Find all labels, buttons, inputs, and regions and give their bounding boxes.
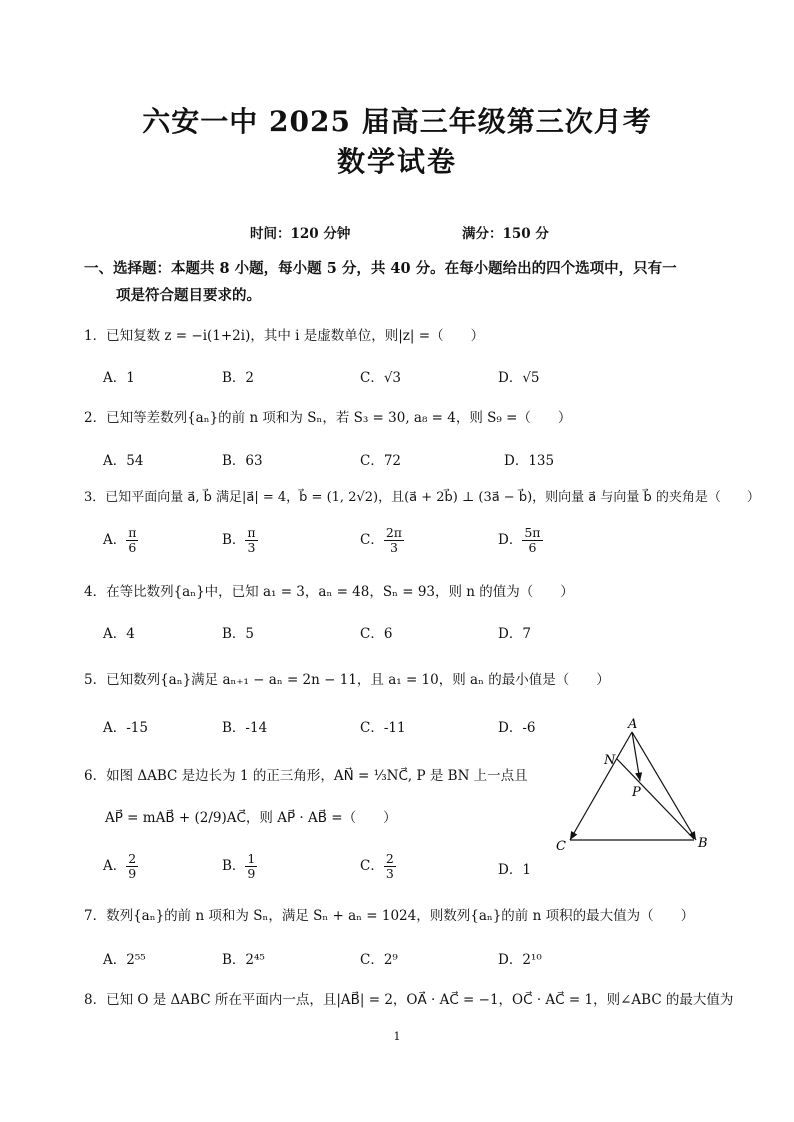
fraction-numerator: π xyxy=(247,525,256,540)
label-p: P xyxy=(632,785,641,800)
q2-option-d[interactable]: D．135 xyxy=(504,453,555,469)
question-2-stem: 2．已知等差数列{aₙ}的前 n 项和为 Sₙ，若 S₃ = 30, a₈ = 4，则 S₉ =（ ） xyxy=(84,410,572,426)
fraction-numerator: 2π xyxy=(385,525,403,540)
section-heading-line2: 项是符合题目要求的。 xyxy=(116,287,261,304)
q6-option-a-fraction xyxy=(126,852,138,881)
q6-option-c-label: C． xyxy=(360,858,384,874)
q7-option-c[interactable]: C．2⁹ xyxy=(360,952,398,968)
label-n: N xyxy=(604,753,616,768)
q4-option-b[interactable]: B．5 xyxy=(222,626,255,642)
question-6-stem: 6．如图 ΔABC 是边长为 1 的正三角形，AN⃗ = ⅓NC⃗, P 是 BN 上一点且 xyxy=(84,768,528,784)
q3-option-c-label: C． xyxy=(360,532,384,548)
question-7-stem: 7．数列{aₙ}的前 n 项和为 Sₙ，满足 Sₙ + aₙ = 1024，则数列{aₙ}的前 n 项积的最大值为（ ） xyxy=(84,908,695,924)
label-c: C xyxy=(556,839,566,854)
q6-option-b[interactable] xyxy=(222,852,257,881)
q3-option-c-fraction xyxy=(384,526,404,555)
q6-option-a[interactable] xyxy=(103,852,138,881)
q3-option-d-fraction xyxy=(522,526,542,555)
q3-option-c[interactable] xyxy=(360,526,404,555)
fraction-denominator: 9 xyxy=(128,866,137,881)
q1-option-c[interactable]: C．√3 xyxy=(360,370,402,386)
q2-option-c[interactable]: C．72 xyxy=(360,453,402,469)
fraction-numerator: π xyxy=(128,525,137,540)
q3-option-b-label: B． xyxy=(222,532,246,548)
question-5-stem: 5．已知数列{aₙ}满足 aₙ₊₁ − aₙ = 2n − 11，且 a₁ = 10，则 aₙ 的最小值是（ ） xyxy=(84,672,610,688)
q6-option-a-label: A． xyxy=(103,858,127,874)
q1-option-b[interactable]: B．2 xyxy=(222,370,255,386)
q3-option-b-fraction xyxy=(245,526,257,555)
fraction-denominator: 6 xyxy=(128,540,137,555)
fraction-numerator: 1 xyxy=(247,851,256,866)
q6-option-c[interactable] xyxy=(360,852,396,881)
question-1-stem: 1．已知复数 z = −i(1+2i)，其中 i 是虚数单位，则|z| =（ ） xyxy=(84,328,485,344)
label-b: B xyxy=(698,836,708,851)
q6-option-b-label: B． xyxy=(222,858,246,874)
q5-option-a[interactable]: A．-15 xyxy=(103,720,148,736)
q3-option-a-fraction xyxy=(126,526,138,555)
q4-option-c[interactable]: C．6 xyxy=(360,626,393,642)
fraction-denominator: 3 xyxy=(247,540,256,555)
fraction-numerator: 2 xyxy=(385,851,394,866)
fraction-denominator: 3 xyxy=(385,866,394,881)
q7-option-d[interactable]: D．2¹⁰ xyxy=(498,952,542,968)
side-ab xyxy=(632,732,696,840)
side-ac xyxy=(570,732,632,840)
label-a: A xyxy=(628,717,638,732)
q3-option-d[interactable] xyxy=(498,526,543,555)
time-limit: 时间：120 分钟 xyxy=(250,226,351,242)
exam-title: 六安一中 2025 届高三年级第三次月考 xyxy=(142,105,652,138)
q4-option-a[interactable]: A．4 xyxy=(103,626,135,642)
q5-option-c[interactable]: C．-11 xyxy=(360,720,406,736)
question-8-stem: 8．已知 O 是 ΔABC 所在平面内一点，且|AB⃗| = 2，OA⃗ · AC⃗ = −1，OC⃗ · AC⃗ = 1，则∠ABC 的最大值为 xyxy=(84,992,734,1008)
q3-option-a-label: A． xyxy=(103,532,127,548)
full-score: 满分：150 分 xyxy=(462,226,549,242)
section-heading-line1: 一、选择题：本题共 8 小题，每小题 5 分，共 40 分。在每小题给出的四个选项中，只有一 xyxy=(84,260,677,277)
q6-option-c-fraction xyxy=(384,852,396,881)
q4-option-d[interactable]: D．7 xyxy=(498,626,531,642)
q6-option-d[interactable]: D．1 xyxy=(498,862,531,878)
q3-option-b[interactable] xyxy=(222,526,258,555)
exam-subtitle: 数学试卷 xyxy=(336,145,457,178)
q1-option-a[interactable]: A．1 xyxy=(103,370,135,386)
question-4-stem: 4．在等比数列{aₙ}中，已知 a₁ = 3，aₙ = 48，Sₙ = 93，则 n 的值为（ ） xyxy=(84,584,574,600)
q2-option-b[interactable]: B．63 xyxy=(222,453,263,469)
q1-option-d[interactable]: D．√5 xyxy=(498,370,540,386)
fraction-denominator: 3 xyxy=(389,540,398,555)
q5-option-d[interactable]: D．-6 xyxy=(498,720,536,736)
question-3-stem: 3．已知平面向量 a⃗, b⃗ 满足|a⃗| = 4，b⃗ = (1, 2√2)，且(a⃗ + 2b⃗) ⊥ (3a⃗ − b⃗)，则向量 a⃗ 与向量 b⃗ 的夹角是（ ） xyxy=(84,490,760,505)
section-heading xyxy=(84,255,724,309)
fraction-numerator: 5π xyxy=(524,525,541,540)
q3-option-d-label: D． xyxy=(498,532,523,548)
q2-option-a[interactable]: A．54 xyxy=(103,453,144,469)
fraction-denominator: 9 xyxy=(247,866,256,881)
q3-option-a[interactable] xyxy=(103,526,138,555)
page-number: 1 xyxy=(393,1030,401,1043)
triangle-figure xyxy=(550,712,720,857)
fraction-numerator: 2 xyxy=(128,851,137,866)
q6-option-b-fraction xyxy=(245,852,257,881)
question-6-stem-cont: AP⃗ = mAB⃗ + (2/9)AC⃗，则 AP⃗ · AB⃗ =（ ） xyxy=(105,810,397,826)
q5-option-b[interactable]: B．-14 xyxy=(222,720,268,736)
q7-option-a[interactable]: A．2⁵⁵ xyxy=(103,952,146,968)
fraction-denominator: 6 xyxy=(528,540,537,555)
q7-option-b[interactable]: B．2⁴⁵ xyxy=(222,952,265,968)
